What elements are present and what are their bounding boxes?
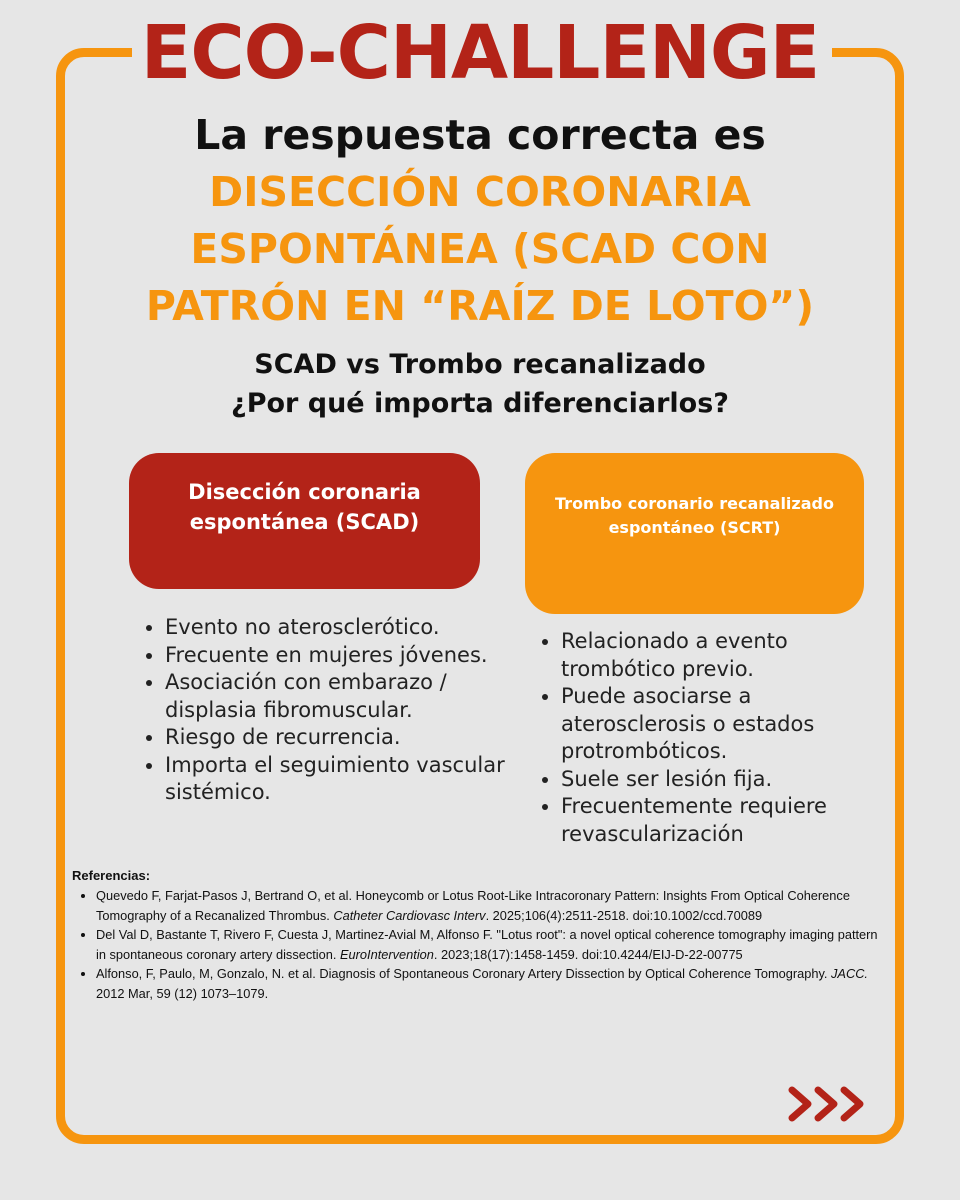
list-item: • Frecuente en mujeres jóvenes. [165, 642, 505, 670]
triple-chevron-right-icon[interactable] [788, 1084, 868, 1124]
references [72, 866, 882, 1003]
scad-card [129, 453, 480, 589]
comparison-subtitle [0, 345, 960, 423]
reference-text: Del Val D, Bastante T, Rivero F, Cuesta J, Martinez-Avial M, Alfonso F. "Lotus root": a novel optical coherence tomography imaging pattern in spontaneous coronary artery dissection. [96, 927, 878, 962]
correct-answer [100, 164, 860, 335]
reference-text: Alfonso, F, Paulo, M, Gonzalo, N. et al. Diagnosis of Spontaneous Coronary Artery Dissection by Optical Coherence Tomography. [96, 966, 832, 981]
list-item: • Riesgo de recurrencia. [165, 724, 505, 752]
chevron-3 [844, 1090, 860, 1118]
list-item: • Puede asociarse a aterosclerosis o estados protrombóticos. [561, 683, 901, 766]
reference-item [96, 886, 882, 925]
list-item: • Asociación con embarazo / displasia fibromuscular. [165, 669, 505, 724]
page-title: ECO-CHALLENGE [140, 10, 820, 96]
subtitle-line-1: SCAD vs Trombo recanalizado [254, 349, 706, 380]
answer-line-3: PATRÓN EN “RAÍZ DE LOTO”) [145, 282, 815, 330]
scad-title-line-2: espontánea (SCAD) [189, 510, 420, 534]
reference-details: . 2023;18(17):1458-1459. doi:10.4244/EIJ-D-22-00775 [433, 946, 743, 962]
chevron-2 [818, 1090, 834, 1118]
list-item: • Frecuentemente requiere revascularización [561, 793, 901, 848]
answer-line-2: ESPONTÁNEA (SCAD CON [190, 225, 770, 273]
scrt-list [521, 628, 901, 848]
answer-intro: La respuesta correcta es [194, 111, 766, 159]
scad-list [125, 614, 505, 807]
scrt-card [525, 453, 864, 614]
list-item: • Evento no aterosclerótico. [165, 614, 505, 642]
list-item: • Suele ser lesión fija. [561, 766, 901, 794]
reference-text: Quevedo F, Farjat-Pasos J, Bertrand O, et al. Honeycomb or Lotus Root-Like Intracoronary Pattern: Insights From Optical Coherence Tomography of a Recanalized Thrombus. [96, 888, 850, 923]
subtitle-line-2: ¿Por qué importa diferenciarlos? [231, 388, 729, 419]
list-item: • Importa el seguimiento vascular sistémico. [165, 752, 505, 807]
references-heading: Referencias: [72, 868, 151, 883]
answer-line-1: DISECCIÓN CORONARIA [209, 168, 751, 216]
reference-item [96, 964, 882, 1003]
list-item: • Relacionado a evento trombótico previo. [561, 628, 901, 683]
scrt-title-line-1: Trombo coronario recanalizado [555, 494, 834, 513]
reference-details: . 2025;106(4):2511-2518. doi:10.1002/ccd.70089 [485, 907, 763, 923]
reference-item [96, 925, 882, 964]
references-list [72, 886, 882, 1003]
reference-journal: Catheter Cardiovasc Interv [333, 907, 486, 923]
reference-details: 2012 Mar, 59 (12) 1073–1079. [96, 985, 269, 1001]
chevron-1 [792, 1090, 808, 1118]
reference-journal: JACC. [831, 966, 868, 981]
scad-title-line-1: Disección coronaria [188, 480, 421, 504]
scrt-title-line-2: espontáneo (SCRT) [608, 518, 781, 537]
reference-journal: EuroIntervention [340, 946, 434, 962]
